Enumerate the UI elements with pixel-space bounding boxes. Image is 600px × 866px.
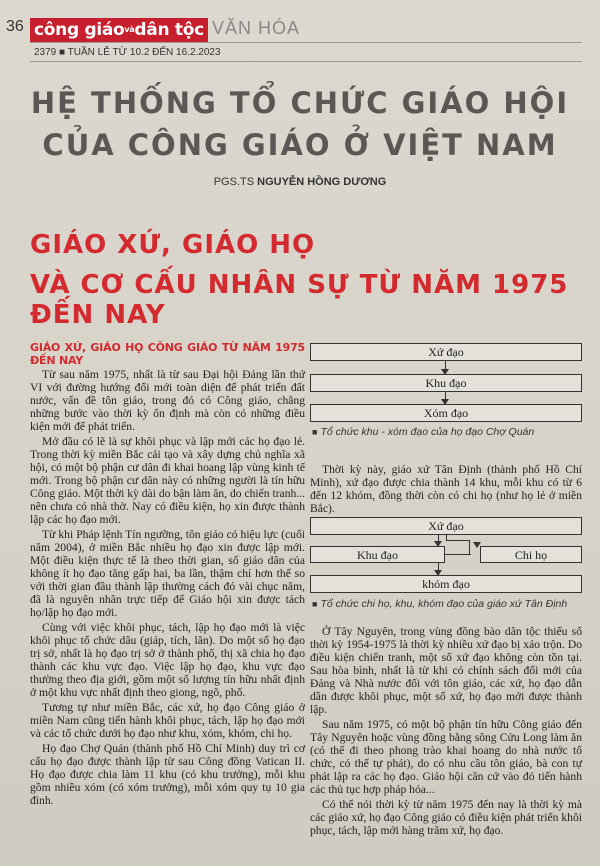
paragraph: Mở đầu có lẽ là sự khôi phục và lập mới các họ đạo lẻ. Trong thời kỳ miền Bắc cải tạo và xây dựng chủ nghĩa xã hội, có một bộ phận cư dân đi khai hoang lập vùng kinh tế mới. Trong bộ phận cư dân này có những người là tín hữu Công giáo. Một thời kỳ dài do bận làm ăn, do chiến tranh... nên chưa có nhà thờ. Nay có điều kiện, họ xin được thành lập các họ đạo mới. xyxy=(30,435,305,526)
diagram-arrow xyxy=(445,392,446,404)
section-title-line2: VÀ CƠ CẤU NHÂN SỰ TỪ NĂM 1975 ĐẾN NAY xyxy=(30,270,569,330)
diagram-box-xu-dao: Xứ đạo xyxy=(310,343,582,361)
diagram-box-xom-dao: Xóm đạo xyxy=(310,404,582,422)
section-name: VĂN HÓA xyxy=(212,18,301,38)
diagram-box-chi-ho: Chi họ xyxy=(480,546,582,563)
issue-divider xyxy=(30,61,582,62)
diagram-connector xyxy=(446,540,470,541)
paragraph: Sau năm 1975, có một bộ phận tín hữu Công giáo đến Tây Nguyên hoặc vùng đồng bằng sông Cửu Long làm ăn (có thể đi theo phong trào khai hoang do nhà nước tổ chức, có thể tự phát), do có nhu cầu tôn giáo, bà con tự phát lập ra các họ đạo. Giáo hội căn cứ vào đó tiến hành các thủ tục hợp pháp hóa... xyxy=(310,718,582,796)
paragraph: Cùng với việc khôi phục, tách, lập họ đạo mới là việc khôi phục tổ chức dâu (giáp, tích, lăn). Do một số họ đạo trị sở, nhất là họ đạo trị sở ở thành phố, thị xã chia họ đạo thành các khu vực đạo. Việc lập họ đạo, khu vực đạo thường theo địa giới, gồm một số lượng tín hữu nhất định ở một khu vực nhất định theo giong, ngõ, phố. xyxy=(30,621,305,699)
diagram-arrow xyxy=(438,563,439,575)
page-number: 36 xyxy=(6,18,24,35)
author-byline xyxy=(0,176,600,188)
article-title-line2: CỦA CÔNG GIÁO Ở VIỆT NAM xyxy=(42,128,558,162)
diagram-arrow xyxy=(445,361,446,374)
section-title-line1: GIÁO XỨ, GIÁO HỌ xyxy=(30,230,316,260)
paragraph: Có thể nói thời kỳ từ năm 1975 đến nay là thời kỳ mà các giáo xứ, họ đạo Công giáo có điều kiện phát triển khôi phục, tách, lập mới hàng trăm xứ, họ đạo. xyxy=(310,798,582,837)
column-heading: GIÁO XỨ, GIÁO HỌ CÔNG GIÁO TỪ NĂM 1975 ĐẾN NAY xyxy=(30,341,305,367)
brand-name-tail: dân tộc xyxy=(134,20,204,40)
diagram-box-khu-dao: Khu đạo xyxy=(310,374,582,392)
right-column-bottom xyxy=(310,625,582,839)
diagram-connector xyxy=(445,554,471,555)
author-name: NGUYỄN HỒNG DƯƠNG xyxy=(257,176,387,188)
brand-name: công giáo xyxy=(34,20,125,40)
paragraph: Ở Tây Nguyên, trong vùng đồng bào dân tộc thiểu số thời kỳ 1954-1975 là thời kỳ nhiều xứ đạo bị xáo trộn. Do điều kiện chiến tranh, một số xứ đạo không còn tồn tại. Sau hòa bình, nhất là từ khi có chính sách đổi mới của Đảng và Nhà nước đối với tôn giáo, các xứ, họ đạo dẫn dần được khôi phục, một số xứ, họ đạo mới được thành lập. xyxy=(310,625,582,716)
diagram-connector xyxy=(469,540,470,554)
diagram-caption: ■ Tổ chức khu - xóm đạo của họ đạo Chợ Quán xyxy=(312,426,534,438)
paragraph: Tương tự như miền Bắc, các xứ, họ đạo Công giáo ở miền Nam cũng tiến hành khôi phục, tách, lập họ đạo mới và các tổ chức dưới họ đạo như khu, xóm, khóm, chi họ. xyxy=(30,701,305,740)
diagram-box-khom-dao: khóm đạo xyxy=(310,575,582,593)
left-column xyxy=(30,341,305,809)
brand-connector: và xyxy=(124,25,135,34)
article-title-line1: HỆ THỐNG TỔ CHỨC GIÁO HỘI xyxy=(30,86,570,120)
diagram-box-xu-dao: Xứ đạo xyxy=(310,517,582,535)
masthead-divider xyxy=(30,42,582,43)
diagram-arrow xyxy=(438,535,439,546)
diagram-box-khu-dao: Khu đạo xyxy=(310,546,445,563)
brand-logo xyxy=(30,18,208,42)
paragraph: Thời kỳ này, giáo xứ Tân Định (thành phố Hồ Chí Minh), xứ đạo được chia thành 14 khu, mỗi khu có từ 6 đến 12 khóm, đồng thời còn có chi họ (như họ lẻ ở miền Bắc). xyxy=(310,463,582,515)
right-column-top xyxy=(310,463,582,517)
paragraph: Từ sau năm 1975, nhất là từ sau Đại hội Đảng lần thứ VI với đường hướng đổi mới toàn diện để phát triển đất nước, vấn đề tôn giáo, trong đó có Công giáo, chẳng những bước vào thời kỳ ổn định mà còn có những điều kiện mới để phát triển. xyxy=(30,368,305,433)
issue-info: 2379 ■ TUẦN LỄ TỪ 10.2 ĐẾN 16.2.2023 xyxy=(34,47,221,58)
diagram-caption: ■ Tổ chức chi họ, khu, khóm đạo của giáo xứ Tân Định xyxy=(312,598,567,610)
paragraph: Từ khi Pháp lệnh Tín ngưỡng, tôn giáo có hiệu lực (cuối năm 2004), ở miền Bắc nhiều họ đạo xin được lập mới. Một điều kiện thực tế là theo thời gian, số giáo dân của không ít họ đạo tăng gấp hai, ba lần, thậm chí hơn thế so với thời gian đầu thành lập thường cách đó vài chục năm, đã là nguyên nhân trực tiếp để Giáo hội xin được tách họ/lập họ đạo mới. xyxy=(30,528,305,619)
paragraph: Họ đạo Chợ Quán (thành phố Hồ Chí Minh) duy trì cơ cấu họ đạo được thành lập từ sau Công đồng Vatican II. Họ đạo được chia làm 11 khu (có khu trưởng), mỗi khu gồm nhiều xóm (có xóm trưởng), mỗi xóm quy tụ 10 gia đình. xyxy=(30,742,305,807)
author-prefix: PGS.TS xyxy=(213,176,255,188)
